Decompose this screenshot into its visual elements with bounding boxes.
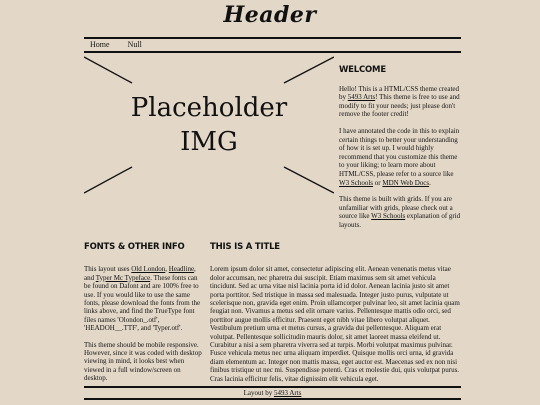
main-heading: THIS IS A TITLE [210,242,280,252]
fonts-paragraph-1: This layout uses Old London, Headline, and Typer Mc Typeface. These fonts can be found on Dafont and are 100% free to use. If you would like to use the same fonts, please download the fonts from the links above, and find the TrueType font files names 'Olondon_.otf', 'HEADOH__.TTF', and 'Typer.otf'. [84,265,201,333]
welcome-paragraph-1: Hello! This is a HTML/CSS theme created by 5493 Arts! This theme is free to use and modify to fit your needs; just please don't remove the footer credit! [339,84,460,119]
fonts-info-section [84,243,204,391]
fonts-paragraph-2: This theme should be mobile responsive. However, since it was coded with desktop viewing in mind, it looks best when viewed in a full window/screen on desktop. [84,340,202,383]
welcome-heading: WELCOME [339,65,386,75]
footer: Layout by 5493 Arts [84,386,461,400]
main-section [210,243,462,391]
mdn-link[interactable]: MDN Web Docs [382,178,430,187]
top-nav [84,37,461,53]
nav-item-null[interactable]: Null [127,40,142,49]
author-link[interactable]: 5493 Arts [347,93,376,102]
placeholder-image [84,55,334,195]
headline-link[interactable]: Headline [168,265,195,274]
placeholder-line-1: Placeholder [130,93,288,123]
placeholder-line-2: IMG [180,127,238,157]
w3schools-link[interactable]: W3 Schools [339,178,374,187]
typer-link[interactable]: Typer Mc Typeface [95,273,151,282]
welcome-section [339,66,463,238]
welcome-paragraph-3: This theme is built with grids. If you are unfamiliar with grids, please check out a source like W3 Schools explanation of grid layouts. [339,195,461,229]
welcome-paragraph-2: I have annotated the code in this to explain certain things to better your understanding of how it is set up. I would highly recommend that you customize this theme to your liking; to learn more about HTML/CSS, please refer to a source like W3 Schools or MDN Web Docs. [339,126,460,187]
old-london-link[interactable]: Old London [131,265,166,274]
w3schools-grid-link[interactable]: W3 Schools [371,212,406,221]
fonts-heading: FONTS & OTHER INFO [84,242,185,252]
site-title: Header [223,2,317,28]
placeholder-text [84,91,334,159]
main-body: Lorem ipsum dolor sit amet, consectetur adipiscing elit. Aenean venenatis metus vitae dolor accumsan, nec pharetra dui suscipit. Etiam maximus sem sit amet vehicula tincidunt. Sed ac urna vitae nisl lacinia porta id id dolor. Aenean lacinia justo sit amet porta porttitor. Sed tristique in massa sed malesuada. Integer justo purus, vulputate ut scelerisque non, gravida eget enim. Proin ullamcorper pulvinar leo, sit amet lacinia quam feugiat non. Vivamus a metus sed elit ornare varius. Pellentesque mattis odio orci, sed porttitor augue mollis efficitur. Praesent eget nibh vitae libero volutpat aliquet. Vestibulum pretium urna et metus cursus, a gravida dui pellentesque. Aliquam erat volutpat. Pellentesque sollicitudin mauris dolor, sit amet laoreet massa eleifend ut. Curabitur a nisi a sem pharetra viverra sed at turpis. Morbi volutpat maximus pulvinar. Fusce vehicula metus nec urna aliquam imperdiet. Quisque mollis orci urna, id gravida diam elementum ac. Integer non mattis massa, eget auctor est. Maecenas sed ex non nisi finibus tristique ut nec mi. Suspendisse potenti. Cras et molestie dui, quis volutpat purus. Cras lacinia efficitur felis, vitae dignissim elit vehicula eget. [210,265,460,383]
footer-credit-link[interactable]: 5493 Arts [273,389,302,397]
nav-item-home[interactable]: Home [90,40,110,49]
